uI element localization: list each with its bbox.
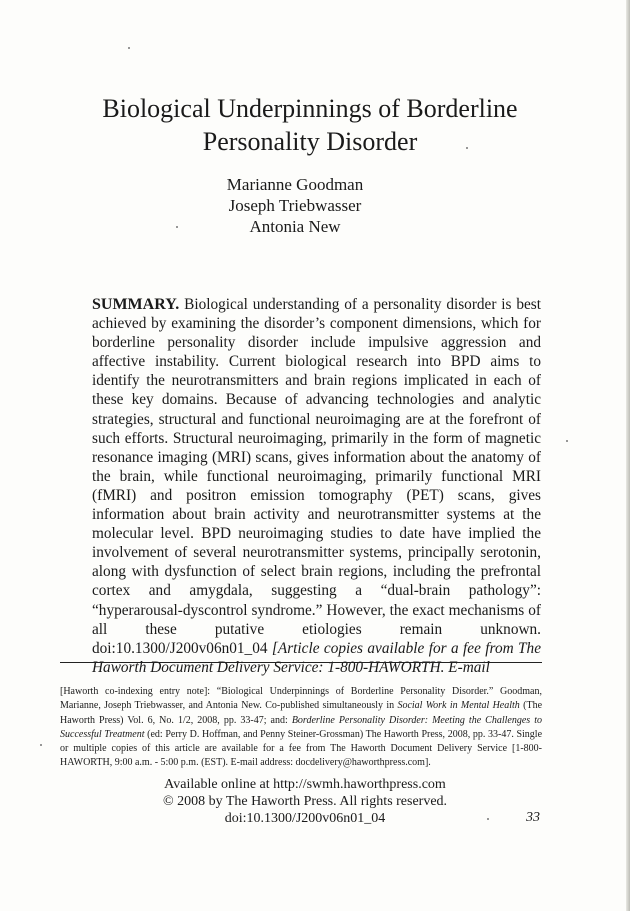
summary-body: Biological understanding of a personality disorder is best achieved by examining the disorder’s component dimensions, which for borderline personality disorder include impulsive aggression and affective instability. Current biological research into BPD aims to identify the neurotransmitters and brain regions implicated in each of these key domains. Because of advancing technologies and analytic strategies, structural and functional neuroimaging are at the forefront of such efforts. Structural neuroimaging, primarily in the form of magnetic resonance imaging (MRI) scans, gives information about the anatomy of the brain, while functional neuroimaging, primarily functional MRI (fMRI) and positron emission tomography (PET) scans, gives information about brain activity and neurotransmitter systems at the molecular level. BPD neuroimaging studies to date have implied the involvement of several neurotransmitter systems, principally serotonin, along with dysfunction of select brain regions, including the prefrontal cortex and amygdala, suggesting a “dual-brain pathology”: “hyperarousal-dyscontrol syndrome.” However, the exact mechanisms of all these putative etiologies remain unknown. doi:10.1300/J200v06n01_04 [92,296,541,657]
footnote-divider [60,662,542,663]
scan-speck [176,226,178,228]
author-list [160,174,430,237]
online-url: Available online at http://swmh.haworthpress.com [164,777,446,792]
page-edge-shadow [626,0,630,911]
article-title [60,92,560,158]
scan-speck [128,47,130,49]
scan-speck [40,744,42,746]
scan-speck [566,440,568,442]
footnote-part-1: [Haworth co-indexing entry note]: “Biological Underpinnings of Borderline Personality Disorder.” Goodman, Marianne, Joseph Triebwasser, and Antonia New. Co-published simultaneously in [60,686,542,712]
availability-block [140,776,470,827]
scan-speck [466,147,468,149]
author-name: Marianne Goodman [226,175,364,194]
summary-italic-tail: [Article copies available for a fee from The Haworth Document Delivery Service: 1-800-HAWORTH. E-mail [92,639,541,676]
title-line-2: Personality Disorder [202,127,418,156]
co-indexing-footnote [60,685,542,771]
title-line-1: Biological Underpinnings of Borderline [102,94,518,123]
footnote-part-3: (ed: Perry D. Hoffman, and Penny Steiner-Grossman) The Haworth Press, 2008, pp. 33-47. Single or multiple copies of this article are available for a fee from The Haworth Document Delivery Service [1-800-HAWORTH, 9:00 a.m. - 5:00 p.m. (EST). E-mail address: docdelivery@haworthpress.com]. [60,728,543,769]
copyright: © 2008 by The Haworth Press. All rights reserved. [162,794,448,809]
doi: doi:10.1300/J200v06n01_04 [224,811,386,826]
summary-abstract [92,295,541,677]
scan-speck [487,818,489,820]
footnote-book: Borderline Personality Disorder: Meeting the Challenges to Successful Treatment [60,714,543,740]
author-name: Antonia New [249,217,341,236]
footnote-part-2: (The Haworth Press) Vol. 6, No. 1/2, 2008, pp. 33-47; and: [60,700,543,726]
footnote-journal: Social Work in Mental Health [397,700,520,712]
author-name: Joseph Triebwasser [228,196,362,215]
summary-label: SUMMARY. [92,296,180,313]
page-number: 33 [526,810,540,825]
